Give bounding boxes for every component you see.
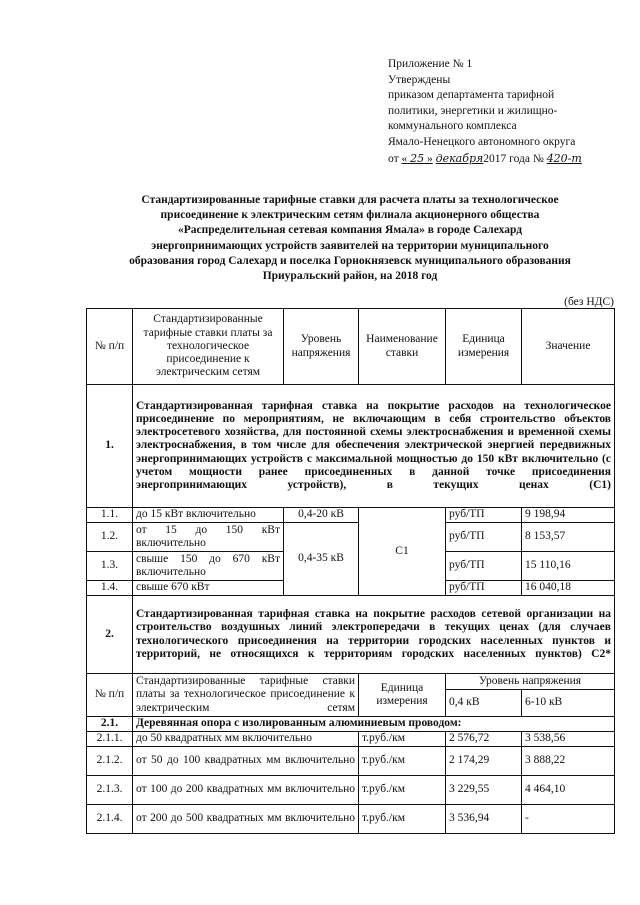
table-header-row bbox=[87, 674, 615, 690]
section-text: Стандартизированная тарифная ставка на покрытие расходов на технологическое присоединение по мероприятиям, не включающим в себя строительство объектов электросетевого хозяйства, для постоянной схемы электроснабжения и временной схемы электроснабжения, в том числе для обеспечения электрической энергией передвижных энергопринимающих устройств с максимальной мощностью до 150 кВт включительно (с учетом мощности ранее присоединенных в данной точке присоединения энергопринимающих устройств), в текущих ценах (С1) bbox=[133, 385, 615, 508]
section-row bbox=[87, 385, 615, 508]
header-rates: Стандартизированные тарифные ставки платы за технологическое присоединение к электрическим сетям bbox=[133, 309, 284, 385]
header-voltage: Уровень напряжения bbox=[446, 674, 615, 690]
header-num: № п/п bbox=[87, 309, 133, 385]
header-rates: Стандартизированные тарифные ставки платы за технологическое присоединение к электрическим сетям bbox=[133, 674, 359, 717]
table-row: 1.4. свыше 670 кВт руб/ТП 16 040,18 bbox=[87, 581, 615, 596]
table-row: 2.1.3. от 100 до 200 квадратных мм включительно т.руб./км 3 229,55 4 464,10 bbox=[87, 776, 615, 805]
header-voltage-610: 6-10 кВ bbox=[522, 690, 615, 717]
table-row: 1.2. от 15 до 150 кВт включительно 0,4-35 кВ руб/ТП 8 153,57 bbox=[87, 523, 615, 552]
header-unit: Единица измерения bbox=[359, 674, 446, 717]
header-value: Значение bbox=[522, 309, 615, 385]
section-text: Деревянная опора с изолированным алюминиевым проводом: bbox=[133, 717, 615, 732]
document-title: Стандартизированные тарифные ставки для расчета платы за технологическое присоединение к электрическим сетям филиала акционерного общества «Распределительная сетевая компания Ямала» в городе Салехард энергопринимающих устройств заявителей на территории муниципального образования город Салехард и поселка Горнокнязевск муниципального образования Приуральский район, на 2018 год bbox=[129, 194, 571, 283]
tariff-table-c2 bbox=[86, 673, 615, 834]
table-header-row bbox=[87, 309, 615, 385]
appendix-block bbox=[388, 57, 628, 167]
header-num: № п/п bbox=[87, 674, 133, 717]
approved-label: Утверждены bbox=[388, 73, 451, 86]
section-row bbox=[87, 717, 615, 732]
order-line: приказом департамента тарифной bbox=[388, 89, 555, 102]
header-voltage-04: 0,4 кВ bbox=[446, 690, 522, 717]
header-voltage: Уровень напряжения bbox=[284, 309, 359, 385]
header-rate-name: Наименование ставки bbox=[359, 309, 446, 385]
section-row bbox=[87, 596, 615, 674]
table-row: 1.1. до 15 кВт включительно 0,4-20 кВ С1 руб/ТП 9 198,94 bbox=[87, 508, 615, 523]
tariff-table-c1 bbox=[86, 308, 615, 674]
section-number: 2.1. bbox=[87, 717, 133, 732]
section-number: 2. bbox=[87, 596, 133, 674]
order-line: коммунального комплекса bbox=[388, 120, 517, 133]
order-line: политики, энергетики и жилищно- bbox=[388, 104, 558, 117]
table-row: 1.3. свыше 150 до 670 кВт включительно руб/ТП 15 110,16 bbox=[87, 552, 615, 581]
order-month: декабря bbox=[435, 151, 484, 165]
rate-name-c1: С1 bbox=[359, 508, 446, 596]
order-number: 420-т bbox=[546, 151, 582, 165]
table-row: 2.1.2. от 50 до 100 квадратных мм включительно т.руб./км 2 174,29 3 888,22 bbox=[87, 747, 615, 776]
section-number: 1. bbox=[87, 385, 133, 508]
order-line: Ямало-Ненецкого автономного округа bbox=[388, 135, 576, 148]
table-row: 2.1.4. от 200 до 500 квадратных мм включительно т.руб./км 3 536,94 - bbox=[87, 805, 615, 834]
appendix-title: Приложение № 1 bbox=[388, 58, 473, 70]
order-date-line: от « 25 » декабря2017 года № 420-т bbox=[388, 151, 582, 165]
order-day: 25 bbox=[410, 151, 425, 165]
table-row: 2.1.1. до 50 квадратных мм включительно т.руб./км 2 576,72 3 538,56 bbox=[87, 732, 615, 747]
section-text: Стандартизированная тарифная ставка на покрытие расходов сетевой организации на строительство воздушных линий электропередачи в текущих ценах (для случаев технологического присоединения на территории городских населенных пунктов и территорий, не относящихся к территориям городских населенных пунктов) С2* bbox=[133, 596, 615, 674]
vat-note: (без НДС) bbox=[564, 296, 614, 308]
header-unit: Единица измерения bbox=[446, 309, 522, 385]
